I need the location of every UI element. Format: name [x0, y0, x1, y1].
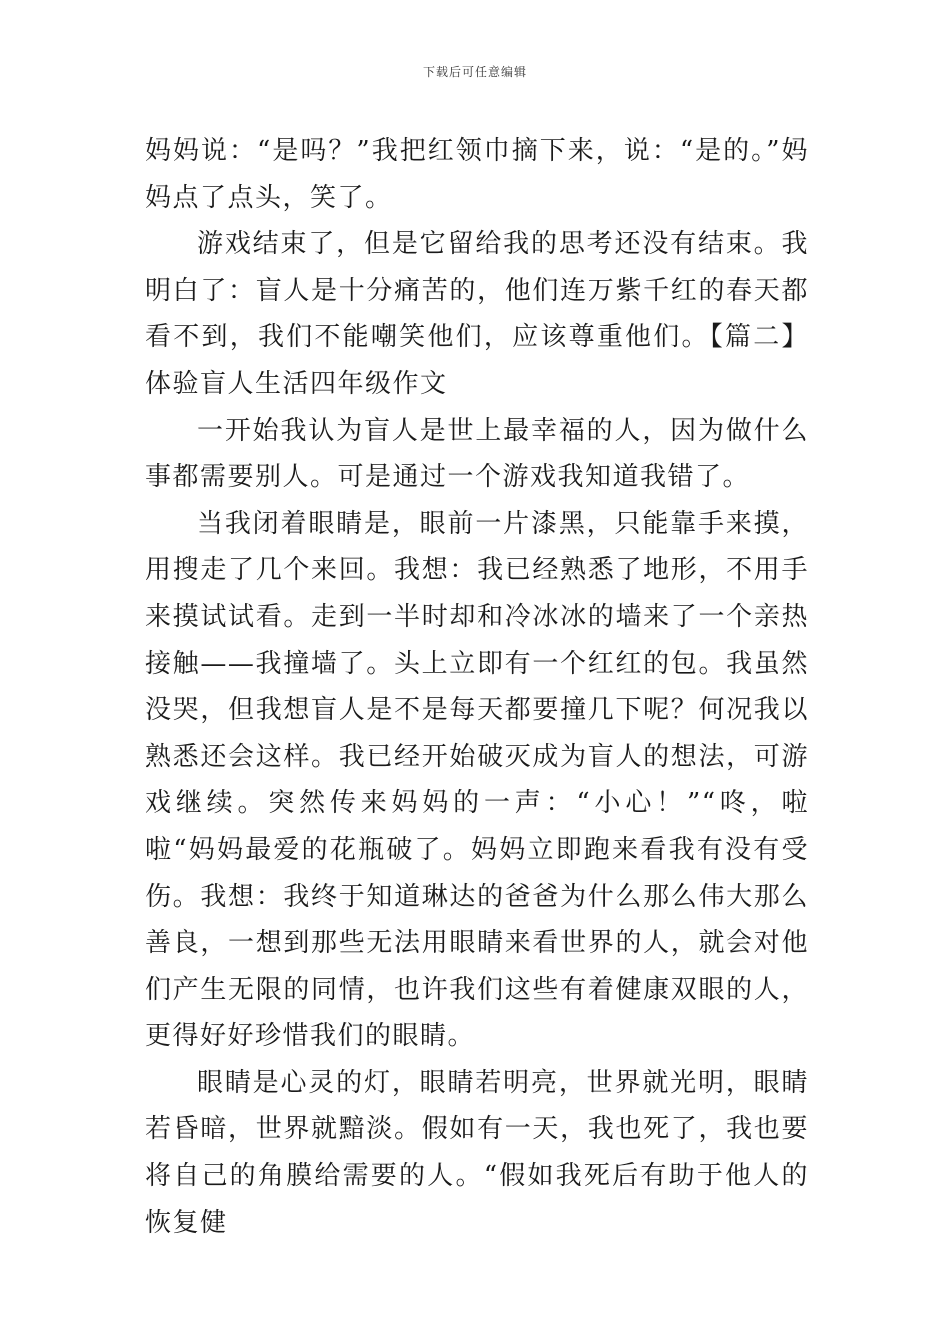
document-body — [145, 128, 809, 1246]
paragraph-2: 游戏结束了，但是它留给我的思考还没有结束。我明白了：盲人是十分痛苦的，他们连万紫千红的春天都看不到，我们不能嘲笑他们，应该尊重他们。【篇二】体验盲人生活四年级作文 — [145, 229, 809, 399]
paragraph-5: 眼睛是心灵的灯，眼睛若明亮，世界就光明，眼睛若昏暗，世界就黯淡。假如有一天，我也死了，我也要将自己的角膜给需要的人。“假如我死后有助于他人的恢复健 — [145, 1067, 809, 1238]
paragraph-1: 妈妈说：“是吗？”我把红领巾摘下来，说：“是的。”妈妈点了点头，笑了。 — [145, 136, 809, 213]
paragraph-4: 当我闭着眼睛是，眼前一片漆黑，只能靠手来摸，用搜走了几个来回。我想：我已经熟悉了地形，不用手来摸试试看。走到一半时却和冷冰冰的墙来了一个亲热接触——我撞墙了。头上立即有一个红红的包。我虽然没哭，但我想盲人是不是每天都要撞几下呢？何况我以熟悉还会这样。我已经开始破灭成为盲人的想法，可游戏继续。突然传来妈妈的一声：“小心！”“咚，啦啦“妈妈最爱的花瓶破了。妈妈立即跑来看我有没有受伤。我想：我终于知道琳达的爸爸为什么那么伟大那么善良，一想到那些无法用眼睛来看世界的人，就会对他们产生无限的同情，也许我们这些有着健康双眼的人，更得好好珍惜我们的眼睛。 — [145, 508, 809, 1052]
page-header: 下载后可任意编辑 — [422, 65, 527, 79]
paragraph-3: 一开始我认为盲人是世上最幸福的人，因为做什么事都需要别人。可是通过一个游戏我知道我错了。 — [145, 415, 809, 493]
